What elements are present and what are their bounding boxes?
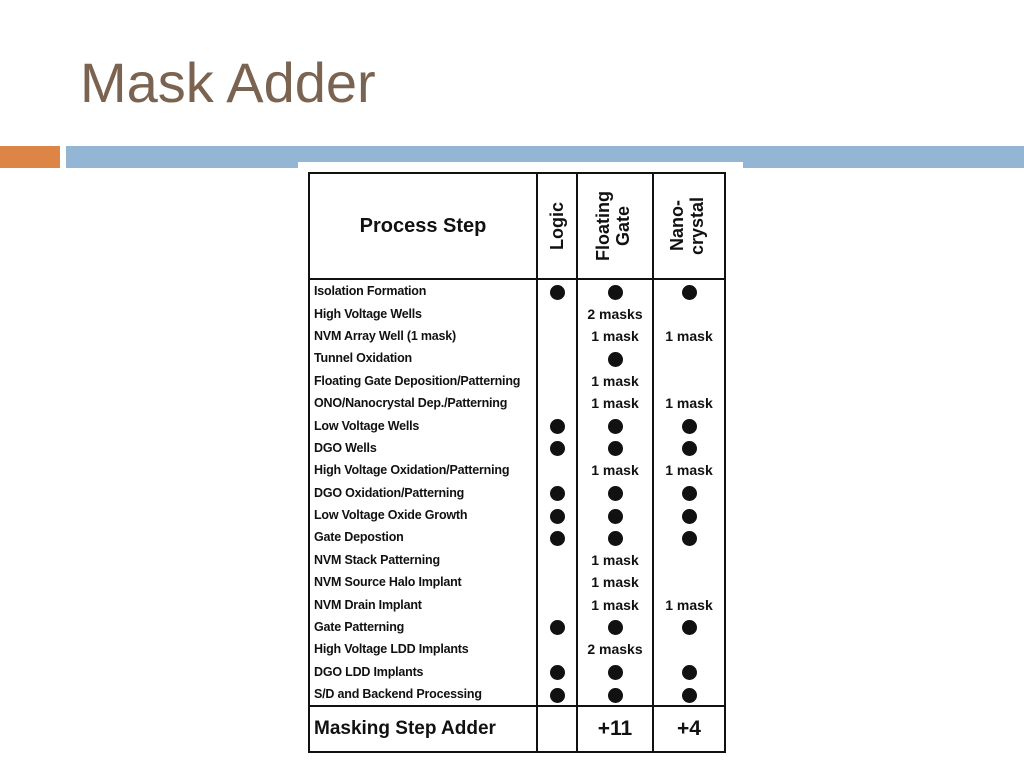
- process-step-cell: NVM Drain Implant: [314, 597, 422, 612]
- floating-gate-cell: 1 mask: [577, 593, 653, 615]
- footer-logic: [537, 706, 577, 752]
- slide-title: Mask Adder: [80, 51, 376, 114]
- nanocrystal-cell: 1 mask: [653, 325, 725, 347]
- table-row: [309, 325, 725, 347]
- process-step-cell: DGO Oxidation/Patterning: [314, 485, 465, 500]
- floating-gate-cell: 2 masks: [577, 302, 653, 324]
- logic-cell: [537, 414, 577, 436]
- bullet-dot-icon: [682, 509, 697, 524]
- nanocrystal-cell: 1 mask: [653, 392, 725, 414]
- process-step-cell: DGO Wells: [314, 440, 377, 455]
- table-row: [309, 571, 725, 593]
- bullet-dot-icon: [682, 665, 697, 680]
- footer-nanocrystal: +4: [653, 706, 725, 752]
- bullet-dot-icon: [608, 620, 623, 635]
- nanocrystal-cell: [653, 571, 725, 593]
- table-row: [309, 370, 725, 392]
- header-floating-gate: [577, 173, 653, 279]
- nanocrystal-cell: [653, 370, 725, 392]
- logic-cell: [537, 616, 577, 638]
- floating-gate-cell: [577, 437, 653, 459]
- table-row: [309, 302, 725, 324]
- process-step-cell: Gate Depostion: [314, 530, 404, 545]
- logic-cell: [537, 459, 577, 481]
- logic-cell: [537, 549, 577, 571]
- nanocrystal-cell: [653, 347, 725, 369]
- nanocrystal-cell: [653, 279, 725, 302]
- floating-gate-cell: [577, 279, 653, 302]
- table-row: [309, 392, 725, 414]
- bullet-dot-icon: [682, 419, 697, 434]
- nanocrystal-cell: [653, 414, 725, 436]
- floating-gate-cell: [577, 482, 653, 504]
- table-row: [309, 504, 725, 526]
- bullet-dot-icon: [608, 352, 623, 367]
- bullet-dot-icon: [682, 285, 697, 300]
- logic-cell: [537, 638, 577, 660]
- logic-cell: [537, 279, 577, 302]
- bullet-dot-icon: [550, 531, 565, 546]
- table-image-frame: [298, 162, 743, 768]
- nanocrystal-cell: [653, 526, 725, 548]
- bullet-dot-icon: [550, 486, 565, 501]
- table-row: [309, 638, 725, 660]
- process-step-cell: Low Voltage Wells: [314, 418, 420, 433]
- footer-label: Masking Step Adder: [309, 706, 537, 752]
- header-floating-gate-label: Floating Gate: [593, 191, 633, 261]
- bullet-dot-icon: [550, 285, 565, 300]
- bullet-dot-icon: [550, 620, 565, 635]
- process-step-cell: Floating Gate Deposition/Patterning: [314, 373, 521, 388]
- logic-cell: [537, 347, 577, 369]
- table-row: [309, 414, 725, 436]
- accent-bar: [0, 146, 60, 168]
- nanocrystal-cell: [653, 638, 725, 660]
- table-row: [309, 616, 725, 638]
- nanocrystal-cell: [653, 683, 725, 706]
- mask-adder-table: [308, 172, 726, 753]
- logic-cell: [537, 370, 577, 392]
- table-header-row: [309, 173, 725, 279]
- table-row: [309, 347, 725, 369]
- process-step-cell: Isolation Formation: [314, 284, 427, 299]
- table-row: [309, 482, 725, 504]
- table-row: [309, 437, 725, 459]
- floating-gate-cell: [577, 526, 653, 548]
- bullet-dot-icon: [608, 419, 623, 434]
- header-logic-label: Logic: [547, 202, 567, 250]
- bullet-dot-icon: [608, 441, 623, 456]
- table-footer-row: [309, 706, 725, 752]
- floating-gate-cell: 2 masks: [577, 638, 653, 660]
- logic-cell: [537, 437, 577, 459]
- table-row: [309, 279, 725, 302]
- bullet-dot-icon: [682, 620, 697, 635]
- table-body: [309, 279, 725, 706]
- process-step-cell: NVM Source Halo Implant: [314, 575, 462, 590]
- logic-cell: [537, 325, 577, 347]
- nanocrystal-cell: [653, 437, 725, 459]
- process-step-cell: High Voltage LDD Implants: [314, 642, 469, 657]
- process-step-cell: Low Voltage Oxide Growth: [314, 508, 468, 523]
- table-row: [309, 526, 725, 548]
- logic-cell: [537, 482, 577, 504]
- floating-gate-cell: 1 mask: [577, 392, 653, 414]
- header-nanocrystal-label: Nano- crystal: [667, 196, 707, 256]
- logic-cell: [537, 571, 577, 593]
- nanocrystal-cell: [653, 616, 725, 638]
- table-row: [309, 459, 725, 481]
- nanocrystal-cell: [653, 482, 725, 504]
- bullet-dot-icon: [608, 509, 623, 524]
- table-row: [309, 549, 725, 571]
- process-step-cell: NVM Stack Patterning: [314, 552, 440, 567]
- logic-cell: [537, 504, 577, 526]
- process-step-cell: NVM Array Well (1 mask): [314, 328, 456, 343]
- table-row: [309, 661, 725, 683]
- bullet-dot-icon: [682, 486, 697, 501]
- nanocrystal-cell: [653, 504, 725, 526]
- process-step-cell: S/D and Backend Processing: [314, 687, 482, 702]
- floating-gate-cell: [577, 347, 653, 369]
- logic-cell: [537, 392, 577, 414]
- process-step-cell: Gate Patterning: [314, 620, 405, 635]
- logic-cell: [537, 661, 577, 683]
- bullet-dot-icon: [682, 688, 697, 703]
- bullet-dot-icon: [608, 285, 623, 300]
- floating-gate-cell: 1 mask: [577, 325, 653, 347]
- header-nanocrystal: [653, 173, 725, 279]
- table-row: [309, 683, 725, 706]
- bullet-dot-icon: [550, 688, 565, 703]
- header-process-step: Process Step: [309, 173, 537, 279]
- floating-gate-cell: [577, 414, 653, 436]
- floating-gate-cell: [577, 504, 653, 526]
- bullet-dot-icon: [608, 665, 623, 680]
- process-step-cell: ONO/Nanocrystal Dep./Patterning: [314, 396, 508, 411]
- header-logic: [537, 173, 577, 279]
- floating-gate-cell: [577, 616, 653, 638]
- nanocrystal-cell: 1 mask: [653, 593, 725, 615]
- logic-cell: [537, 302, 577, 324]
- floating-gate-cell: [577, 683, 653, 706]
- floating-gate-cell: 1 mask: [577, 459, 653, 481]
- table-row: [309, 593, 725, 615]
- bullet-dot-icon: [550, 419, 565, 434]
- bullet-dot-icon: [550, 665, 565, 680]
- nanocrystal-cell: [653, 549, 725, 571]
- logic-cell: [537, 526, 577, 548]
- bullet-dot-icon: [682, 531, 697, 546]
- floating-gate-cell: [577, 661, 653, 683]
- footer-floating-gate: +11: [577, 706, 653, 752]
- bullet-dot-icon: [608, 531, 623, 546]
- bullet-dot-icon: [608, 486, 623, 501]
- bullet-dot-icon: [682, 441, 697, 456]
- nanocrystal-cell: [653, 302, 725, 324]
- floating-gate-cell: 1 mask: [577, 571, 653, 593]
- process-step-cell: High Voltage Oxidation/Patterning: [314, 463, 510, 478]
- bullet-dot-icon: [550, 509, 565, 524]
- nanocrystal-cell: [653, 661, 725, 683]
- process-step-cell: Tunnel Oxidation: [314, 351, 412, 366]
- bullet-dot-icon: [608, 688, 623, 703]
- process-step-cell: High Voltage Wells: [314, 306, 422, 321]
- logic-cell: [537, 683, 577, 706]
- floating-gate-cell: 1 mask: [577, 370, 653, 392]
- nanocrystal-cell: 1 mask: [653, 459, 725, 481]
- process-step-cell: DGO LDD Implants: [314, 664, 424, 679]
- logic-cell: [537, 593, 577, 615]
- bullet-dot-icon: [550, 441, 565, 456]
- floating-gate-cell: 1 mask: [577, 549, 653, 571]
